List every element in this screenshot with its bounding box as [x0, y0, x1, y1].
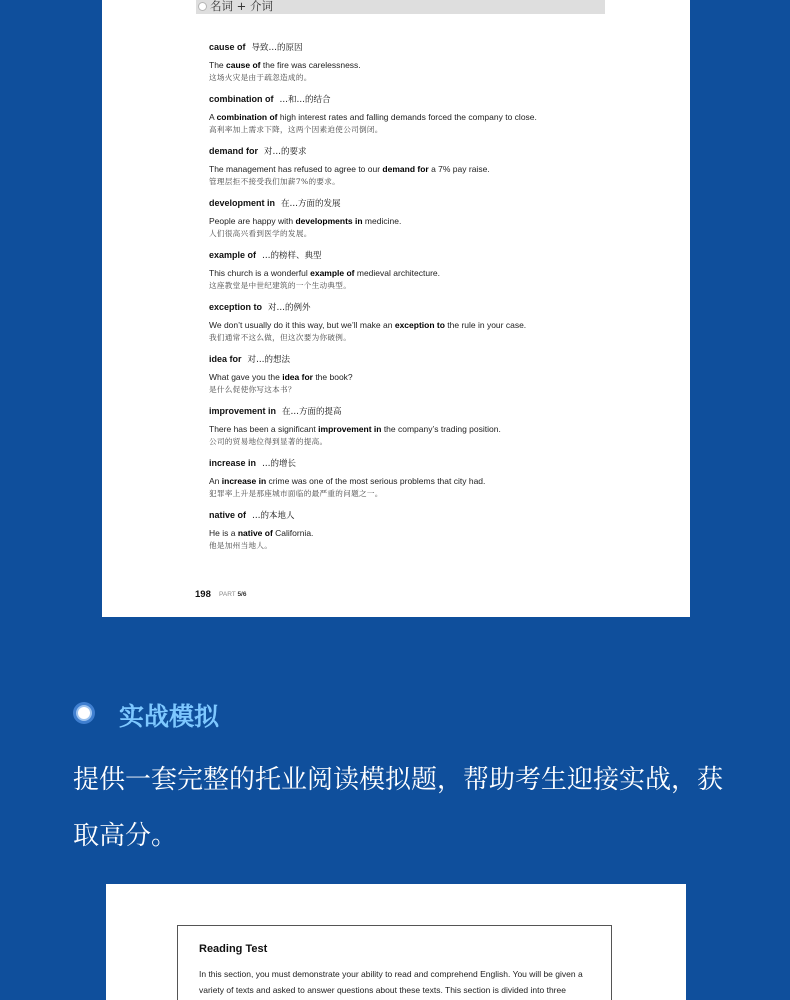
entry-term-meaning: 对…的想法	[247, 355, 291, 365]
entry-example	[209, 164, 679, 174]
section-label: 名词 + 介词	[210, 0, 273, 13]
entry-example	[209, 268, 679, 278]
vocab-entry	[209, 93, 679, 145]
example-highlight: developments in	[295, 216, 363, 226]
page-number: 198	[195, 589, 211, 600]
entry-example	[209, 320, 679, 330]
reading-test-body: In this section, you must demonstrate your ability to read and comprehend English. You will be given a variety of texts and asked to answer questions about these texts. This section is divided into three	[199, 969, 583, 995]
entry-term-line	[209, 457, 679, 469]
example-highlight: cause of	[226, 60, 261, 70]
entry-term-meaning: 对…的要求	[264, 147, 307, 157]
example-text: We don’t usually do it this way, but we’ll make an	[209, 320, 395, 330]
entry-translation: 这场火灾是由于疏忽造成的。	[209, 73, 312, 82]
reading-test-box	[177, 925, 612, 1000]
entry-term-line	[209, 353, 679, 365]
example-text: medicine.	[362, 216, 402, 226]
section-header-bar	[196, 0, 605, 14]
example-text: the rule in your case.	[444, 320, 527, 330]
example-text: The	[209, 60, 227, 70]
entry-term-meaning: 在…方面的发展	[281, 199, 341, 209]
entry-example	[209, 216, 679, 226]
entry-term-line	[209, 249, 679, 261]
entry-term: improvement in	[209, 406, 277, 416]
entry-term-meaning: …和…的结合	[279, 95, 331, 105]
example-text: People are happy with	[209, 216, 296, 226]
vocab-entry	[209, 41, 679, 93]
example-text: This church is a wonderful	[209, 268, 311, 278]
vocab-entry	[209, 249, 679, 301]
entry-term-meaning: …的榜样、典型	[262, 251, 322, 261]
entry-term: demand for	[209, 146, 259, 156]
entry-translation: 他是加州当地人。	[209, 541, 273, 550]
entry-term: cause of	[209, 42, 246, 52]
example-text: A	[209, 112, 217, 122]
vocab-entry	[209, 353, 679, 405]
entry-term-meaning: …的增长	[262, 459, 297, 469]
entry-term: exception to	[209, 302, 263, 312]
entry-translation: 犯罪率上升是那座城市面临的最严重的问题之一。	[209, 489, 383, 498]
promo-title: 实战模拟	[119, 702, 220, 731]
entry-example	[209, 476, 679, 486]
example-text: high interest rates and falling demands forced the company to close.	[277, 112, 537, 122]
book-page-bottom	[106, 884, 686, 1000]
example-highlight: native of	[237, 528, 273, 538]
example-highlight: exception to	[394, 320, 445, 330]
entry-term-line	[209, 509, 679, 521]
entry-term-line	[209, 405, 679, 417]
example-text: What gave you the	[209, 372, 283, 382]
example-highlight: demand for	[382, 164, 429, 174]
entry-translation: 高利率加上需求下降，这两个因素迫使公司倒闭。	[209, 125, 383, 134]
entry-translation: 公司的贸易地位得到显著的提高。	[209, 437, 328, 446]
entry-term: development in	[209, 198, 276, 208]
entry-term-meaning: 对…的例外	[268, 303, 311, 313]
example-text: California.	[272, 528, 314, 538]
example-text: An	[209, 476, 222, 486]
vocab-entry-list	[209, 41, 679, 561]
vocab-entry	[209, 405, 679, 457]
entry-translation: 是什么促使你写这本书？	[209, 385, 296, 394]
circle-bullet-icon	[198, 2, 207, 11]
example-text: medieval architecture.	[354, 268, 441, 278]
entry-term: increase in	[209, 458, 257, 468]
entry-example	[209, 372, 679, 382]
entry-term-line	[209, 93, 679, 105]
entry-term-line	[209, 197, 679, 209]
entry-term-line	[209, 301, 679, 313]
example-text: a 7% pay raise.	[428, 164, 490, 174]
example-text: He is a	[209, 528, 238, 538]
example-highlight: improvement in	[318, 424, 382, 434]
vocab-entry	[209, 301, 679, 353]
entry-term: idea for	[209, 354, 242, 364]
entry-translation: 人们很高兴看到医学的发展。	[209, 229, 312, 238]
bullet-circle-icon	[73, 702, 95, 724]
vocab-entry	[209, 509, 679, 561]
vocab-entry	[209, 145, 679, 197]
example-highlight: combination of	[216, 112, 278, 122]
part-label: PART 5/6	[219, 591, 247, 598]
entry-term-meaning: 导致…的原因	[251, 43, 303, 53]
entry-term-line	[209, 145, 679, 157]
example-text: There has been a significant	[209, 424, 319, 434]
entry-translation: 这座教堂是中世纪建筑的一个生动典型。	[209, 281, 352, 290]
vocab-entry	[209, 457, 679, 509]
reading-test-title: Reading Test	[199, 943, 268, 955]
promo-description: 提供一套完整的托业阅读模拟题，帮助考生迎接实战，获取高分。	[73, 765, 724, 851]
example-text: the company’s trading position.	[381, 424, 501, 434]
entry-example	[209, 528, 679, 538]
entry-example	[209, 60, 679, 70]
example-highlight: idea for	[282, 372, 313, 382]
example-text: the book?	[312, 372, 353, 382]
example-highlight: increase in	[221, 476, 267, 486]
entry-term-line	[209, 41, 679, 53]
example-highlight: example of	[310, 268, 355, 278]
entry-example	[209, 112, 679, 122]
entry-term-meaning: …的本地人	[252, 511, 295, 521]
example-text: crime was one of the most serious problems that city had.	[266, 476, 486, 486]
vocab-entry	[209, 197, 679, 249]
book-page-top	[102, 0, 690, 617]
entry-term-meaning: 在…方面的提高	[282, 407, 342, 417]
entry-example	[209, 424, 679, 434]
example-text: The management has refused to agree to our	[209, 164, 383, 174]
example-text: the fire was carelessness.	[260, 60, 361, 70]
entry-translation: 我们通常不这么做，但这次要为你破例。	[209, 333, 352, 342]
entry-term: example of	[209, 250, 257, 260]
entry-term: combination of	[209, 94, 274, 104]
entry-term: native of	[209, 510, 247, 520]
entry-translation: 管理层拒不接受我们加薪7%的要求。	[209, 177, 341, 186]
